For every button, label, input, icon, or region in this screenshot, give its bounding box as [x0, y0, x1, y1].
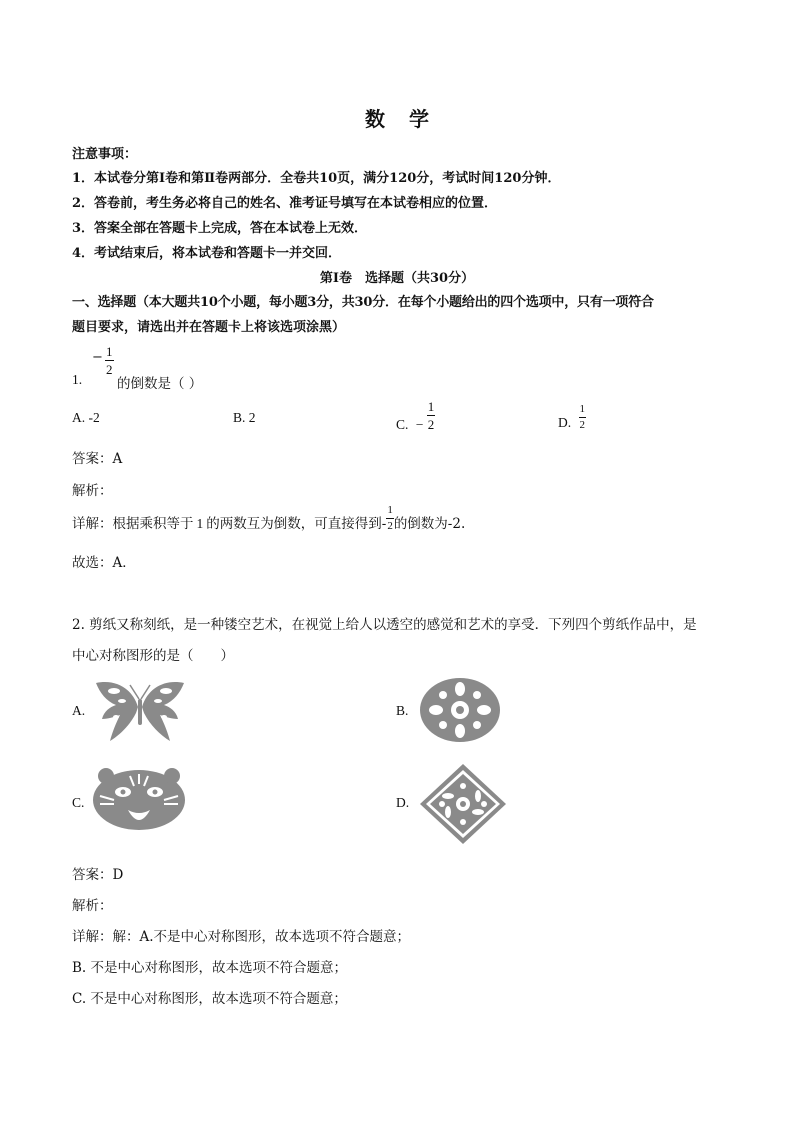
- q1-answer: 答案：A: [72, 451, 123, 467]
- q1-option-d: [558, 404, 586, 431]
- q1-detail: [72, 505, 465, 532]
- q1-detail-num: 1: [386, 505, 394, 519]
- q1-number: 1.: [72, 372, 83, 387]
- q2-analysis: 解析：: [72, 898, 113, 914]
- diamond-pattern-image: [418, 762, 508, 846]
- q2-stem-line2: 中心对称图形的是（ ）: [72, 648, 234, 664]
- q2-detail-line2: B. 不是中心对称图形，故本选项不符合题意；: [72, 960, 348, 976]
- q1-detail-fraction: [386, 505, 394, 532]
- tiger-face-image: [90, 766, 188, 832]
- q1-option-c: [396, 400, 435, 431]
- page-title: [0, 103, 794, 132]
- title-char-2: 学: [409, 107, 429, 131]
- q1-stem-tail: 的倒数是（ ）: [117, 376, 203, 392]
- q1-minus: −: [92, 350, 103, 365]
- q2-option-c-label: C.: [72, 795, 85, 810]
- title-char-1: 数: [365, 107, 385, 131]
- q2-detail-line3: C. 不是中心对称图形，故本选项不符合题意；: [72, 991, 347, 1007]
- q1-detail-pre: 详解：根据乘积等于: [72, 516, 194, 532]
- q1-option-c-num: 1: [427, 399, 435, 414]
- flower-medallion-image: [418, 677, 502, 743]
- note-item-2: 2．答卷前，考生务必将自己的姓名、准考证号填写在本试卷相应的位置．: [72, 196, 498, 211]
- q1-analysis: 解析：: [72, 483, 113, 499]
- q2-detail-line1: 详解：解：A.不是中心对称图形，故本选项不符合题意；: [72, 929, 411, 945]
- q1-frac-num: 1: [106, 344, 113, 359]
- q1-option-d-den: 2: [579, 419, 585, 431]
- part1-instructions-line2: 题目要求，请选出并在答题卡上将该选项涂黑）: [72, 320, 346, 335]
- q1-detail-post: 的倒数为-2.: [393, 516, 466, 532]
- q2-option-b-label: B.: [396, 703, 409, 718]
- q1-detail-one: 1: [196, 516, 204, 531]
- q2-option-a-label: A.: [72, 703, 86, 718]
- note-item-3: 3．答案全部在答题卡上完成，答在本试卷上无效．: [72, 221, 368, 236]
- section-title: 第Ⅰ卷 选择题（共30分）: [319, 271, 475, 286]
- q1-detail-den: 2: [387, 520, 393, 532]
- q1-detail-mid: 的两数互为倒数，可直接得到-: [206, 516, 387, 532]
- q1-option-c-den: 2: [427, 417, 435, 432]
- q1-stem: [72, 345, 272, 391]
- q1-option-b: B. 2: [233, 410, 256, 425]
- q1-option-c-label: C.: [396, 416, 409, 432]
- q1-option-c-minus: −: [415, 416, 424, 432]
- q1-option-d-num: 1: [579, 404, 587, 418]
- q1-choose: 故选：A．: [72, 555, 136, 571]
- q2-stem-line1: 2. 剪纸又称刻纸，是一种镂空艺术，在视觉上给人以透空的感觉和艺术的享受．下列四个剪纸作品中，是: [72, 617, 697, 633]
- q1-frac-den: 2: [106, 362, 113, 377]
- q1-option-d-label: D.: [558, 414, 572, 430]
- q1-option-d-fraction: [579, 404, 587, 431]
- notes-heading: 注意事项：: [72, 147, 138, 162]
- part1-instructions-line1: 一、选择题（本大题共10个小题，每小题3分，共30分．在每个小题给出的四个选项中，只有一项符合: [72, 295, 654, 310]
- note-item-4: 4．考试结束后，将本试卷和答题卡一并交回．: [72, 246, 342, 261]
- q1-option-c-fraction: [427, 400, 436, 431]
- q2-option-d-label: D.: [396, 795, 410, 810]
- note-item-1: 1．本试卷分第Ⅰ卷和第Ⅱ卷两部分．全卷共10页，满分120分，考试时间120分钟．: [72, 171, 561, 186]
- q1-option-a: A. -2: [72, 410, 100, 425]
- q2-answer: 答案：D: [72, 867, 124, 883]
- q1-fraction: [105, 345, 114, 376]
- butterfly-image: [92, 677, 188, 743]
